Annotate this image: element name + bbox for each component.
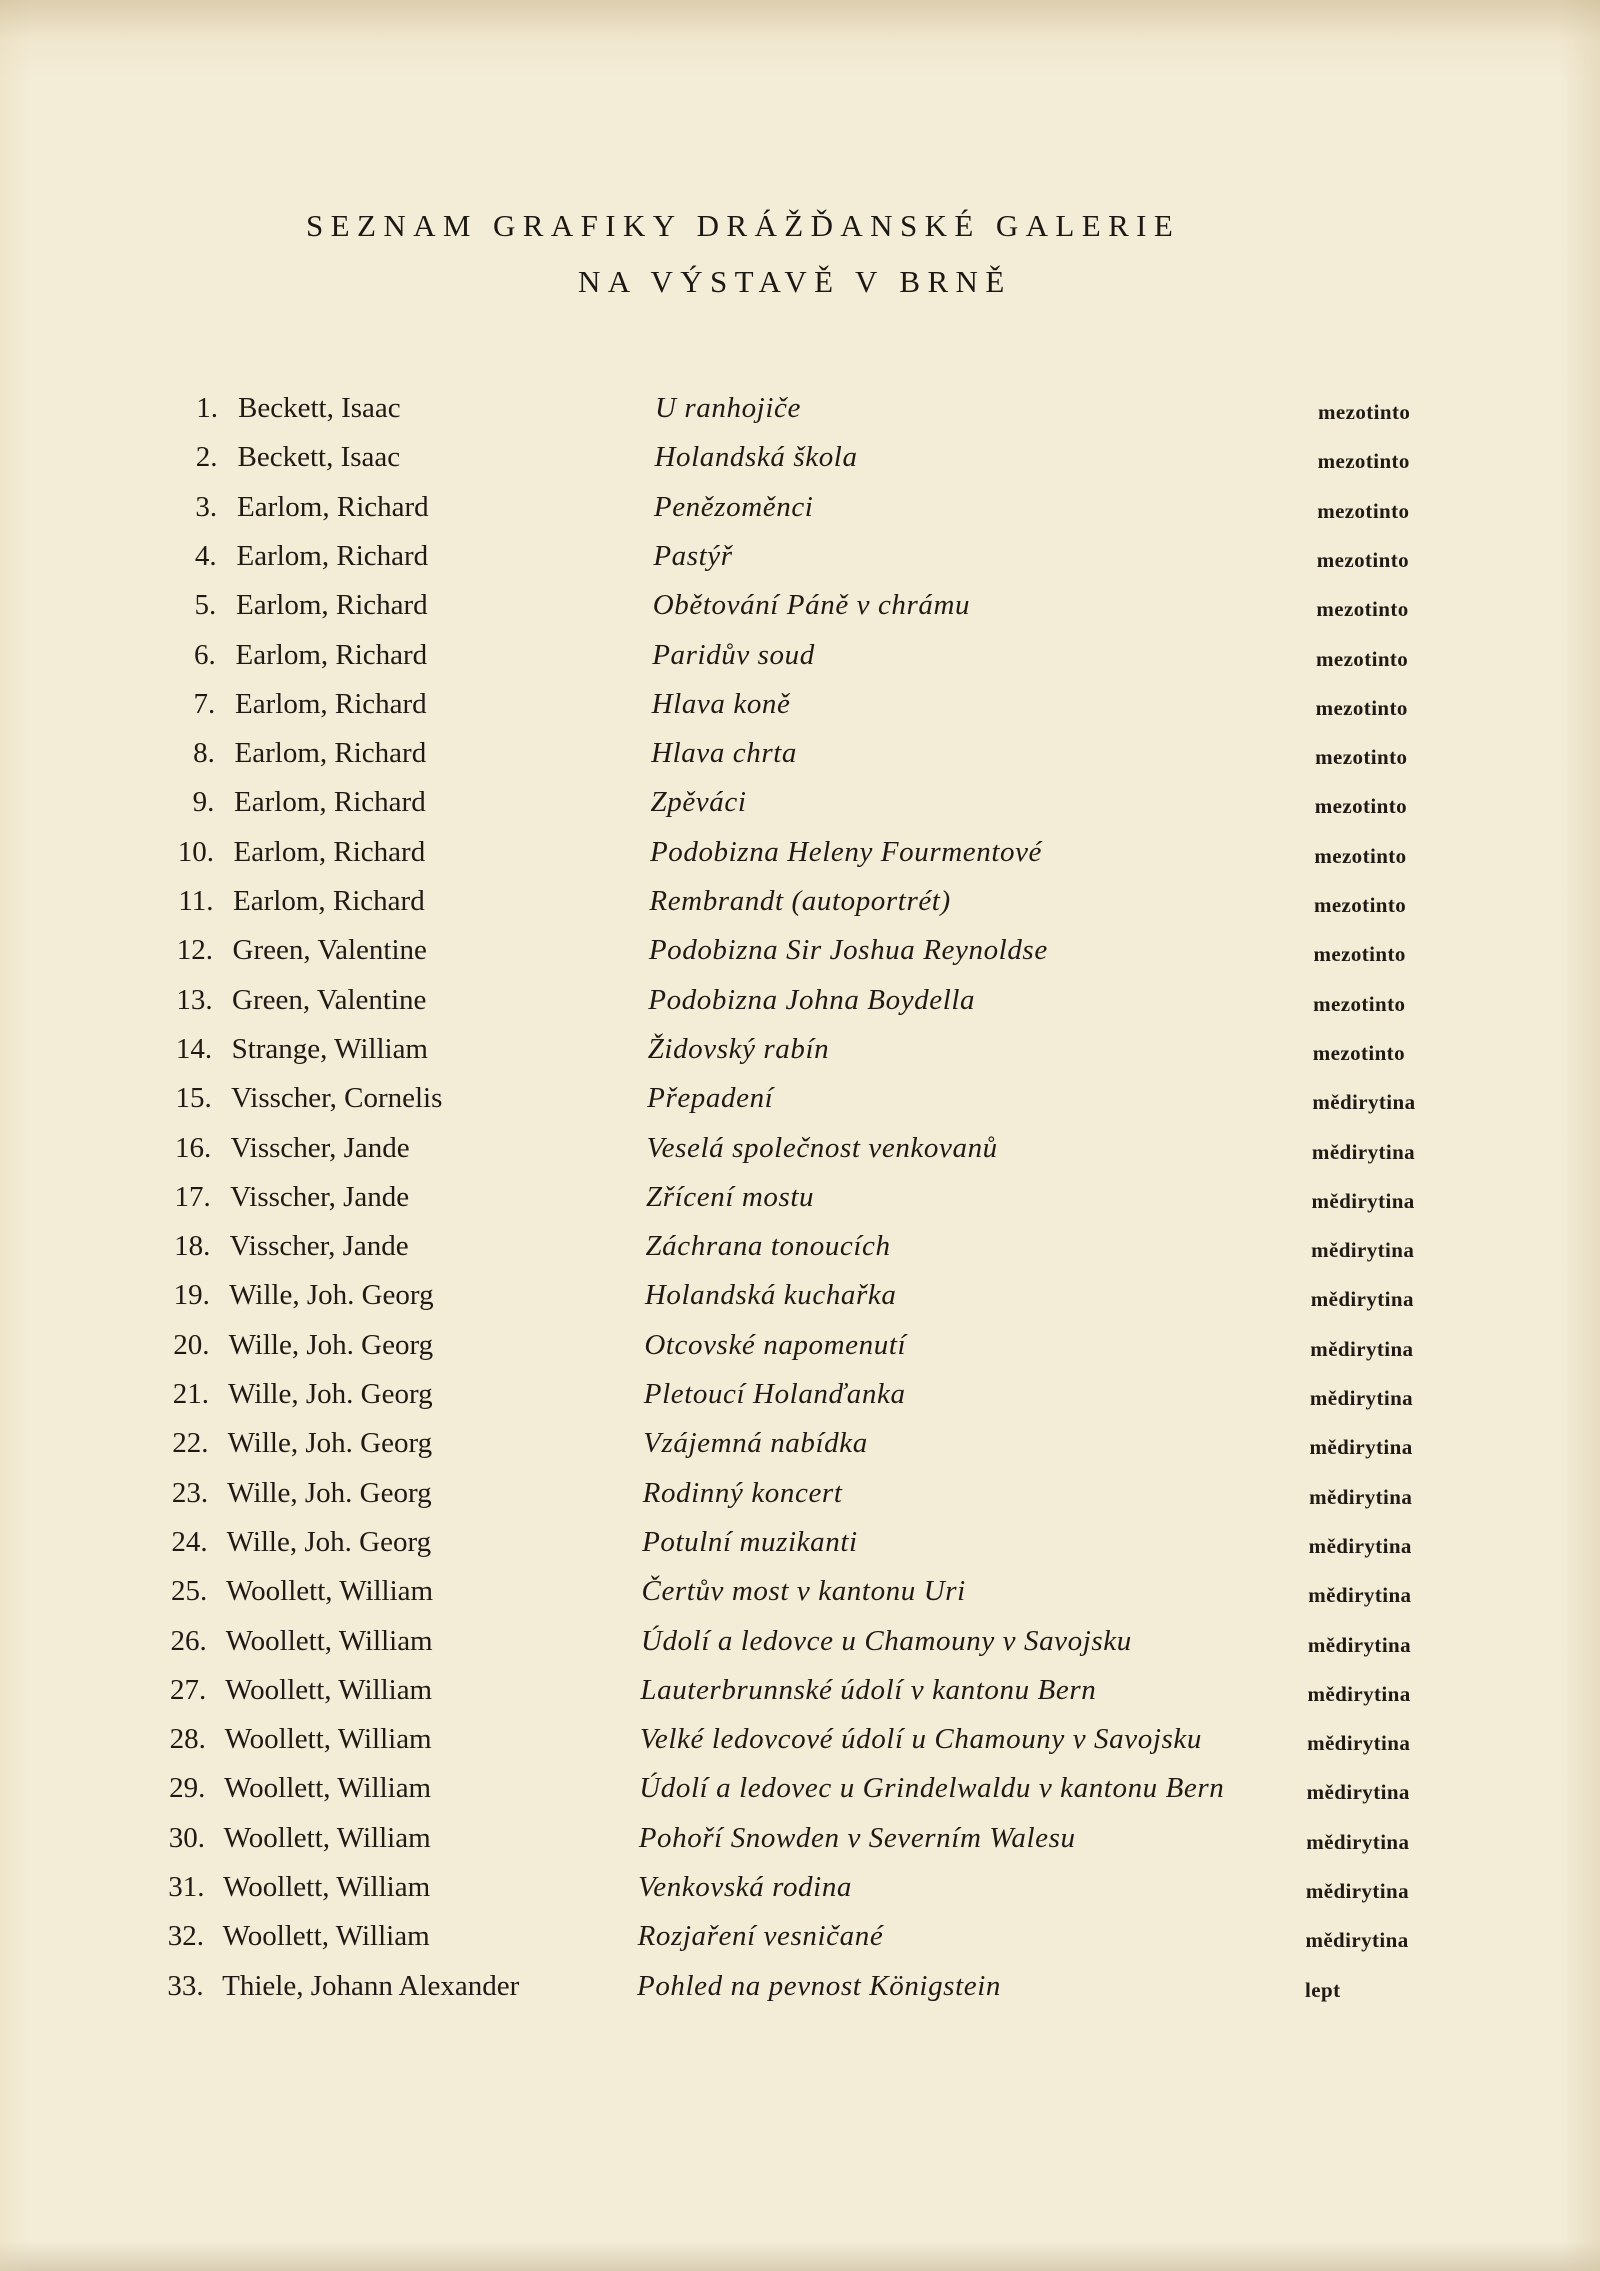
list-item bbox=[0, 885, 1600, 929]
item-number: 11. bbox=[178, 885, 214, 917]
work-title: Hlava chrta bbox=[651, 737, 797, 770]
work-title: Venkovská rodina bbox=[638, 1871, 853, 1903]
item-number: 32. bbox=[167, 1920, 205, 1953]
work-title: Potulní muzikanti bbox=[642, 1525, 858, 1558]
artist-name: Green, Valentine bbox=[232, 983, 427, 1016]
technique-label: mědirytina bbox=[1306, 1829, 1410, 1854]
technique-label: mědirytina bbox=[1305, 1879, 1409, 1903]
list-item bbox=[0, 737, 1600, 781]
technique-label: mezotinto bbox=[1317, 498, 1410, 523]
work-title: Rozjaření vesničané bbox=[637, 1920, 884, 1953]
artist-name: Woollett, William bbox=[225, 1624, 433, 1657]
item-number: 13. bbox=[176, 983, 213, 1016]
work-title: Paridův soud bbox=[652, 638, 815, 671]
technique-label: mezotinto bbox=[1313, 893, 1407, 917]
list-item bbox=[0, 1575, 1600, 1619]
work-title: Údolí a ledovce u Chamouny v Savojsku bbox=[640, 1624, 1132, 1657]
list-item bbox=[0, 1822, 1600, 1866]
item-number: 24. bbox=[171, 1525, 208, 1558]
list-item bbox=[0, 1033, 1600, 1077]
item-number: 3. bbox=[195, 490, 218, 523]
technique-label: mědirytina bbox=[1307, 1632, 1412, 1657]
work-title: Rodinný koncert bbox=[642, 1476, 843, 1509]
artist-name: Earlom, Richard bbox=[233, 835, 426, 868]
list-item bbox=[0, 1920, 1600, 1964]
artist-name: Visscher, Jande bbox=[230, 1180, 410, 1213]
technique-label: mezotinto bbox=[1315, 695, 1408, 720]
technique-label: mědirytina bbox=[1310, 1287, 1414, 1312]
artist-name: Woollett, William bbox=[224, 1772, 432, 1805]
list-item bbox=[0, 1772, 1600, 1816]
work-title: Pletoucí Holanďanka bbox=[643, 1378, 906, 1410]
work-title: Podobizna Johna Boydella bbox=[648, 983, 976, 1016]
item-number: 31. bbox=[168, 1871, 205, 1903]
artist-name: Wille, Joh. Georg bbox=[227, 1476, 432, 1509]
list-item bbox=[0, 1230, 1600, 1274]
item-number: 27. bbox=[170, 1673, 207, 1706]
list-item bbox=[0, 1132, 1600, 1176]
technique-label: mědirytina bbox=[1309, 1484, 1413, 1509]
list-item bbox=[0, 1477, 1600, 1521]
item-number: 21. bbox=[172, 1378, 209, 1410]
technique-label: mezotinto bbox=[1313, 991, 1406, 1016]
item-number: 17. bbox=[174, 1180, 211, 1213]
list-item bbox=[0, 1526, 1600, 1570]
work-title: Hlava koně bbox=[651, 687, 791, 720]
work-title: Čertův most v kantonu Uri bbox=[641, 1575, 966, 1608]
artist-name: Wille, Joh. Georg bbox=[229, 1279, 434, 1312]
artist-name: Visscher, Jande bbox=[230, 1131, 410, 1164]
artist-name: Green, Valentine bbox=[232, 934, 427, 967]
work-title: Přepadení bbox=[647, 1082, 774, 1115]
list-item bbox=[0, 1427, 1600, 1471]
artist-name: Woollett, William bbox=[223, 1871, 431, 1903]
item-number: 18. bbox=[174, 1230, 211, 1263]
technique-label: mědirytina bbox=[1306, 1780, 1410, 1805]
artist-name: Wille, Joh. Georg bbox=[226, 1525, 432, 1558]
list-item bbox=[0, 1082, 1600, 1126]
technique-label: mezotinto bbox=[1315, 646, 1409, 671]
item-number: 28. bbox=[169, 1723, 206, 1756]
document-title: SEZNAM GRAFIKY DRÁŽĎANSKÉ GALERIE bbox=[306, 208, 1181, 243]
artist-name: Woollett, William bbox=[222, 1920, 430, 1953]
list-item bbox=[0, 1329, 1600, 1373]
work-title: Vzájemná nabídka bbox=[643, 1427, 868, 1460]
list-item bbox=[0, 1625, 1600, 1669]
technique-label: mědirytina bbox=[1311, 1188, 1415, 1213]
technique-label: mědirytina bbox=[1310, 1336, 1414, 1361]
list-item bbox=[0, 1674, 1600, 1718]
work-title: Rembrandt (autoportrét) bbox=[649, 885, 951, 917]
artist-name: Earlom, Richard bbox=[235, 638, 428, 671]
item-number: 25. bbox=[170, 1575, 208, 1608]
work-title: Pohled na pevnost Königstein bbox=[637, 1969, 1001, 2002]
technique-label: mezotinto bbox=[1316, 597, 1409, 622]
work-title: Veselá společnost venkovanů bbox=[646, 1131, 998, 1164]
artist-name: Thiele, Johann Alexander bbox=[222, 1969, 520, 2002]
work-title: Holandská škola bbox=[654, 441, 858, 474]
item-number: 19. bbox=[173, 1279, 210, 1312]
artist-name: Visscher, Jande bbox=[229, 1230, 409, 1263]
item-number: 33. bbox=[167, 1969, 204, 2002]
list-item bbox=[0, 491, 1600, 535]
work-title: Otcovské napomenutí bbox=[644, 1328, 907, 1361]
list-item bbox=[0, 984, 1600, 1028]
item-number: 5. bbox=[194, 589, 217, 622]
work-title: Zřícení mostu bbox=[646, 1180, 815, 1213]
technique-label: mezotinto bbox=[1315, 745, 1408, 770]
artist-name: Strange, William bbox=[231, 1032, 428, 1065]
item-number: 29. bbox=[169, 1772, 206, 1805]
item-number: 15. bbox=[175, 1082, 212, 1115]
technique-label: mezotinto bbox=[1316, 547, 1410, 572]
item-number: 7. bbox=[193, 687, 216, 720]
work-title: U ranhojiče bbox=[655, 392, 801, 424]
artist-name: Earlom, Richard bbox=[235, 687, 427, 720]
artist-name: Earlom, Richard bbox=[237, 490, 429, 523]
work-title: Podobizna Sir Joshua Reynoldse bbox=[648, 934, 1048, 967]
item-number: 2. bbox=[195, 441, 218, 474]
artist-name: Woollett, William bbox=[226, 1575, 434, 1608]
work-title: Údolí a ledovec u Grindelwaldu v kantonu Bern bbox=[639, 1772, 1225, 1805]
list-item bbox=[0, 1181, 1600, 1225]
artist-name: Woollett, William bbox=[225, 1673, 433, 1706]
list-item bbox=[0, 589, 1600, 633]
technique-label: mezotinto bbox=[1313, 942, 1406, 967]
artist-name: Visscher, Cornelis bbox=[231, 1082, 443, 1115]
list-item bbox=[0, 1970, 1600, 2014]
item-number: 12. bbox=[176, 934, 214, 967]
technique-label: mědirytina bbox=[1307, 1731, 1411, 1756]
list-item bbox=[0, 688, 1600, 732]
work-title: Pohoří Snowden v Severním Walesu bbox=[638, 1821, 1076, 1854]
artist-name: Earlom, Richard bbox=[234, 737, 427, 770]
item-number: 10. bbox=[177, 835, 214, 868]
item-number: 1. bbox=[196, 392, 218, 424]
artist-name: Wille, Joh. Georg bbox=[228, 1328, 434, 1361]
technique-label: mezotinto bbox=[1314, 794, 1407, 819]
artist-name: Wille, Joh. Georg bbox=[227, 1427, 433, 1460]
technique-label: lept bbox=[1305, 1977, 1341, 2002]
item-number: 14. bbox=[175, 1032, 213, 1065]
technique-label: mědirytina bbox=[1309, 1435, 1413, 1460]
artist-name: Beckett, Isaac bbox=[238, 392, 401, 424]
item-number: 4. bbox=[194, 539, 217, 572]
work-title: Záchrana tonoucích bbox=[645, 1230, 891, 1263]
list-item bbox=[0, 934, 1600, 978]
work-title: Podobizna Heleny Fourmentové bbox=[649, 835, 1043, 868]
technique-label: mědirytina bbox=[1311, 1139, 1416, 1164]
technique-label: mědirytina bbox=[1307, 1681, 1411, 1706]
list-item bbox=[0, 786, 1600, 830]
list-item bbox=[0, 1279, 1600, 1323]
artist-name: Earlom, Richard bbox=[236, 589, 428, 622]
artist-name: Woollett, William bbox=[223, 1821, 431, 1854]
technique-label: mědirytina bbox=[1312, 1090, 1416, 1115]
list-item bbox=[0, 540, 1600, 584]
technique-label: mědirytina bbox=[1309, 1386, 1414, 1410]
technique-label: mezotinto bbox=[1314, 843, 1407, 868]
item-number: 6. bbox=[194, 638, 216, 671]
work-title: Pastýř bbox=[653, 539, 733, 572]
artist-name: Woollett, William bbox=[224, 1723, 432, 1756]
technique-label: mezotinto bbox=[1312, 1040, 1405, 1065]
work-title: Velké ledovcové údolí u Chamouny v Savojsku bbox=[639, 1723, 1202, 1756]
technique-label: mezotinto bbox=[1317, 449, 1410, 474]
list-item bbox=[0, 1723, 1600, 1767]
technique-label: mědirytina bbox=[1305, 1928, 1409, 1953]
list-item bbox=[0, 1378, 1600, 1422]
list-item bbox=[0, 1871, 1600, 1915]
work-title: Penězoměnci bbox=[653, 490, 814, 523]
work-title: Lauterbrunnské údolí v kantonu Bern bbox=[640, 1673, 1097, 1706]
item-number: 8. bbox=[193, 737, 215, 770]
technique-label: mědirytina bbox=[1308, 1533, 1412, 1558]
artist-name: Earlom, Richard bbox=[236, 539, 429, 572]
list-item bbox=[0, 392, 1600, 436]
artist-name: Earlom, Richard bbox=[234, 786, 426, 819]
work-title: Zpěváci bbox=[650, 786, 747, 819]
technique-label: mědirytina bbox=[1308, 1583, 1412, 1608]
list-item bbox=[0, 441, 1600, 485]
list-item bbox=[0, 836, 1600, 880]
work-title: Židovský rabín bbox=[647, 1032, 830, 1065]
technique-label: mědirytina bbox=[1311, 1238, 1415, 1263]
work-title: Holandská kuchařka bbox=[644, 1279, 897, 1312]
work-title: Obětování Páně v chrámu bbox=[652, 589, 971, 622]
item-number: 23. bbox=[171, 1476, 209, 1509]
item-number: 22. bbox=[172, 1427, 209, 1460]
artist-name: Earlom, Richard bbox=[233, 885, 425, 917]
item-number: 16. bbox=[175, 1131, 212, 1164]
item-number: 26. bbox=[170, 1624, 207, 1657]
item-number: 20. bbox=[173, 1328, 210, 1361]
document-subtitle: NA VÝSTAVĚ V BRNĚ bbox=[578, 264, 1012, 299]
item-number: 30. bbox=[168, 1821, 205, 1854]
list-item bbox=[0, 639, 1600, 683]
artist-name: Beckett, Isaac bbox=[237, 441, 401, 474]
item-number: 9. bbox=[192, 786, 215, 819]
artist-name: Wille, Joh. Georg bbox=[228, 1378, 433, 1410]
technique-label: mezotinto bbox=[1318, 400, 1411, 424]
